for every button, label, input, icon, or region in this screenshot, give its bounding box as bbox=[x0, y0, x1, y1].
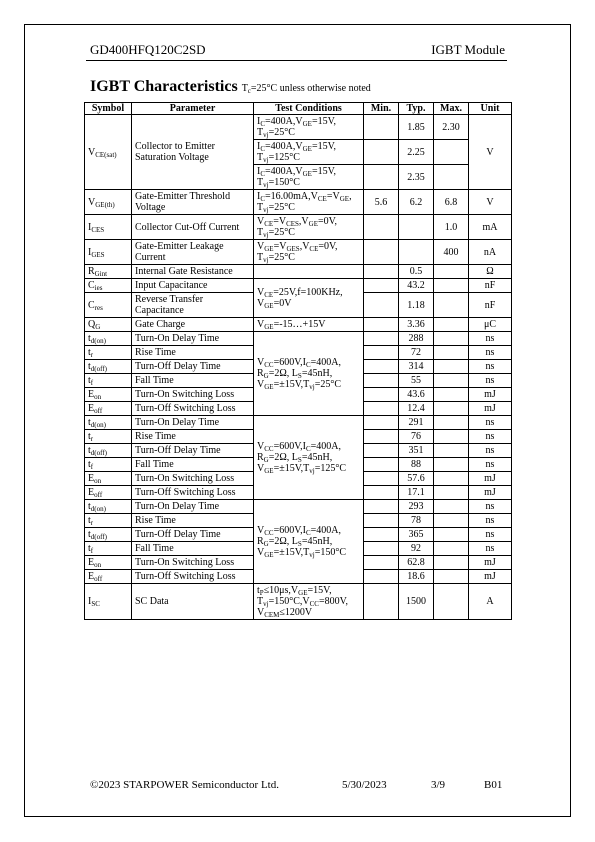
unit-qg: μC bbox=[469, 318, 512, 332]
typ-eoff: 17.1 bbox=[399, 486, 434, 500]
unit-td-on: ns bbox=[469, 332, 512, 346]
min-cell bbox=[364, 240, 399, 265]
param-tr: Rise Time bbox=[132, 346, 254, 360]
max-vgeth: 6.8 bbox=[434, 190, 469, 215]
symbol-tr: $t_r$ bbox=[85, 514, 132, 528]
min-cell bbox=[364, 486, 399, 500]
table-row bbox=[85, 265, 512, 279]
symbol-eon: $E_{on}$ bbox=[85, 388, 132, 402]
typ-eon: 57.6 bbox=[399, 472, 434, 486]
typ-td-on: 293 bbox=[399, 500, 434, 514]
unit-tf: ns bbox=[469, 374, 512, 388]
min-cell bbox=[364, 265, 399, 279]
unit-eon: mJ bbox=[469, 556, 512, 570]
typ-cell bbox=[399, 240, 434, 265]
col-min: Min. bbox=[364, 103, 399, 115]
unit-tf: ns bbox=[469, 458, 512, 472]
unit-tf: ns bbox=[469, 542, 512, 556]
cond-switching-2: $V_{CC}=600V,I_C=400A$, $R_G=2\Omega$, $L_S=45nH$, $V_{GE}=\pm 15V,T_{vj}=150^\circ C$ bbox=[254, 500, 364, 584]
unit-cies: nF bbox=[469, 279, 512, 293]
typ-tr: 76 bbox=[399, 430, 434, 444]
max-cell bbox=[434, 514, 469, 528]
min-cell bbox=[364, 556, 399, 570]
param-tf: Fall Time bbox=[132, 542, 254, 556]
typ-tf: 92 bbox=[399, 542, 434, 556]
typ-td-on: 288 bbox=[399, 332, 434, 346]
symbol-eoff: $E_{off}$ bbox=[85, 402, 132, 416]
symbol-isc: $I_{SC}$ bbox=[85, 584, 132, 620]
min-cell bbox=[364, 388, 399, 402]
symbol-tf: $t_f$ bbox=[85, 374, 132, 388]
symbol-vgeth: $V_{GE(th)}$ bbox=[85, 190, 132, 215]
table-row bbox=[85, 500, 512, 514]
cond-qg: $V_{GE}=-15\dots+15V$ bbox=[254, 318, 364, 332]
col-max: Max. bbox=[434, 103, 469, 115]
cond-vcesat-25: $I_C=400A,V_{GE}=15V$, $T_{vj}=25^\circ C$ bbox=[254, 115, 364, 140]
symbol-td-off: $t_{d(off)}$ bbox=[85, 528, 132, 542]
max-cell bbox=[434, 265, 469, 279]
param-td-off: Turn-Off Delay Time bbox=[132, 528, 254, 542]
unit-vcesat: V bbox=[469, 115, 512, 190]
unit-eoff: mJ bbox=[469, 486, 512, 500]
symbol-td-off: $t_{d(off)}$ bbox=[85, 360, 132, 374]
param-tf: Fall Time bbox=[132, 458, 254, 472]
symbol-rgint: $R_{Gint}$ bbox=[85, 265, 132, 279]
param-cies: Input Capacitance bbox=[132, 279, 254, 293]
min-cell bbox=[364, 458, 399, 472]
min-cell bbox=[364, 584, 399, 620]
param-vgeth: Gate-Emitter Threshold Voltage bbox=[132, 190, 254, 215]
min-cell bbox=[364, 542, 399, 556]
unit-td-off: ns bbox=[469, 528, 512, 542]
typ-cell bbox=[399, 215, 434, 240]
min-cell bbox=[364, 430, 399, 444]
symbol-ices: $I_{CES}$ bbox=[85, 215, 132, 240]
param-tr: Rise Time bbox=[132, 514, 254, 528]
param-td-off: Turn-Off Delay Time bbox=[132, 444, 254, 458]
typ-vcesat-150: 2.35 bbox=[399, 165, 434, 190]
section-title bbox=[90, 78, 371, 96]
min-cell bbox=[364, 500, 399, 514]
symbol-vcesat: $V_{CE(sat)}$ bbox=[85, 115, 132, 190]
param-qg: Gate Charge bbox=[132, 318, 254, 332]
table-row bbox=[85, 416, 512, 430]
footer-copyright: ©2023 STARPOWER Semiconductor Ltd. bbox=[90, 779, 279, 791]
max-cell bbox=[434, 346, 469, 360]
typ-td-on: 291 bbox=[399, 416, 434, 430]
max-cell bbox=[434, 444, 469, 458]
min-vgeth: 5.6 bbox=[364, 190, 399, 215]
unit-rgint: Ω bbox=[469, 265, 512, 279]
symbol-tf: $t_f$ bbox=[85, 458, 132, 472]
typ-tf: 88 bbox=[399, 458, 434, 472]
typ-rgint: 0.5 bbox=[399, 265, 434, 279]
header-rule bbox=[86, 60, 507, 61]
typ-td-off: 351 bbox=[399, 444, 434, 458]
cond-switching-1: $V_{CC}=600V,I_C=400A$, $R_G=2\Omega$, $L_S=45nH$, $V_{GE}=\pm 15V,T_{vj}=125^\circ C$ bbox=[254, 416, 364, 500]
max-cell bbox=[434, 472, 469, 486]
typ-eoff: 12.4 bbox=[399, 402, 434, 416]
param-iges: Gate-Emitter Leakage Current bbox=[132, 240, 254, 265]
symbol-iges: $I_{GES}$ bbox=[85, 240, 132, 265]
cond-vgeth: $I_C=16.00mA,V_{CE}=V_{GE}$, $T_{vj}=25^\circ C$ bbox=[254, 190, 364, 215]
unit-iges: nA bbox=[469, 240, 512, 265]
unit-isc: A bbox=[469, 584, 512, 620]
cond-ices: $V_{CE}=V_{CES},V_{GE}=0V$, $T_{vj}=25^\circ C$ bbox=[254, 215, 364, 240]
module-type: IGBT Module bbox=[431, 42, 505, 57]
max-cell bbox=[434, 318, 469, 332]
max-cell bbox=[434, 374, 469, 388]
table-row bbox=[85, 215, 512, 240]
cond-isc: $t_P\le 10\mu s,V_{GE}=15V$, $T_{vj}=150^\circ C,V_{CC}=800V$, $V_{CEM}\le 1200V$ bbox=[254, 584, 364, 620]
symbol-td-on: $t_{d(on)}$ bbox=[85, 416, 132, 430]
unit-td-on: ns bbox=[469, 416, 512, 430]
min-cell bbox=[364, 416, 399, 430]
cond-switching-0: $V_{CC}=600V,I_C=400A$, $R_G=2\Omega$, $L_S=45nH$, $V_{GE}=\pm 15V,T_{vj}=25^\circ C$ bbox=[254, 332, 364, 416]
min-cell bbox=[364, 374, 399, 388]
max-cell bbox=[434, 360, 469, 374]
unit-eon: mJ bbox=[469, 472, 512, 486]
typ-isc: 1500 bbox=[399, 584, 434, 620]
param-eon: Turn-On Switching Loss bbox=[132, 388, 254, 402]
max-iges: 400 bbox=[434, 240, 469, 265]
typ-tf: 55 bbox=[399, 374, 434, 388]
max-cell bbox=[434, 430, 469, 444]
unit-vgeth: V bbox=[469, 190, 512, 215]
param-td-on: Turn-On Delay Time bbox=[132, 332, 254, 346]
symbol-td-on: $t_{d(on)}$ bbox=[85, 500, 132, 514]
cond-capacitance: $V_{CE}=25V,f=100KHz$, $V_{GE}=0V$ bbox=[254, 279, 364, 318]
min-cell bbox=[364, 165, 399, 190]
table-row bbox=[85, 190, 512, 215]
cond-cell bbox=[254, 265, 364, 279]
part-number: GD400HFQ120C2SD bbox=[90, 42, 206, 57]
max-cell bbox=[434, 402, 469, 416]
min-cell bbox=[364, 318, 399, 332]
table-row bbox=[85, 584, 512, 620]
unit-ices: mA bbox=[469, 215, 512, 240]
min-cell bbox=[364, 215, 399, 240]
typ-vcesat-125: 2.25 bbox=[399, 140, 434, 165]
param-td-on: Turn-On Delay Time bbox=[132, 500, 254, 514]
unit-eoff: mJ bbox=[469, 570, 512, 584]
col-typ: Typ. bbox=[399, 103, 434, 115]
symbol-cres: $C_{res}$ bbox=[85, 293, 132, 318]
param-eoff: Turn-Off Switching Loss bbox=[132, 402, 254, 416]
max-cell bbox=[434, 528, 469, 542]
typ-vgeth: 6.2 bbox=[399, 190, 434, 215]
unit-eoff: mJ bbox=[469, 402, 512, 416]
typ-cies: 43.2 bbox=[399, 279, 434, 293]
max-cell bbox=[434, 458, 469, 472]
symbol-qg: $Q_G$ bbox=[85, 318, 132, 332]
max-cell bbox=[434, 279, 469, 293]
symbol-cies: $C_{ies}$ bbox=[85, 279, 132, 293]
table-header-row bbox=[85, 103, 512, 115]
symbol-eon: $E_{on}$ bbox=[85, 472, 132, 486]
cond-vcesat-150: $I_C=400A,V_{GE}=15V$, $T_{vj}=150^\circ C$ bbox=[254, 165, 364, 190]
table-row bbox=[85, 115, 512, 140]
max-cell bbox=[434, 570, 469, 584]
col-parameter: Parameter bbox=[132, 103, 254, 115]
unit-tr: ns bbox=[469, 430, 512, 444]
symbol-tr: $t_r$ bbox=[85, 346, 132, 360]
max-cell bbox=[434, 293, 469, 318]
param-rgint: Internal Gate Resistance bbox=[132, 265, 254, 279]
unit-td-off: ns bbox=[469, 444, 512, 458]
min-cell bbox=[364, 570, 399, 584]
symbol-tf: $t_f$ bbox=[85, 542, 132, 556]
param-td-on: Turn-On Delay Time bbox=[132, 416, 254, 430]
max-cell bbox=[434, 542, 469, 556]
param-eon: Turn-On Switching Loss bbox=[132, 472, 254, 486]
param-vcesat: Collector to Emitter Saturation Voltage bbox=[132, 115, 254, 190]
typ-td-off: 365 bbox=[399, 528, 434, 542]
symbol-eoff: $E_{off}$ bbox=[85, 486, 132, 500]
unit-tr: ns bbox=[469, 514, 512, 528]
unit-eon: mJ bbox=[469, 388, 512, 402]
min-cell bbox=[364, 444, 399, 458]
min-cell bbox=[364, 293, 399, 318]
max-cell bbox=[434, 500, 469, 514]
col-symbol: Symbol bbox=[85, 103, 132, 115]
cond-vcesat-125: $I_C=400A,V_{GE}=15V$, $T_{vj}=125^\circ C$ bbox=[254, 140, 364, 165]
table-row bbox=[85, 318, 512, 332]
max-cell bbox=[434, 140, 469, 165]
param-eoff: Turn-Off Switching Loss bbox=[132, 570, 254, 584]
max-cell bbox=[434, 584, 469, 620]
symbol-tr: $t_r$ bbox=[85, 430, 132, 444]
symbol-eon: $E_{on}$ bbox=[85, 556, 132, 570]
col-test-conditions: Test Conditions bbox=[254, 103, 364, 115]
igbt-characteristics-table bbox=[84, 102, 512, 620]
max-cell bbox=[434, 416, 469, 430]
min-cell bbox=[364, 332, 399, 346]
max-cell bbox=[434, 486, 469, 500]
symbol-td-on: $t_{d(on)}$ bbox=[85, 332, 132, 346]
table-row bbox=[85, 240, 512, 265]
param-eoff: Turn-Off Switching Loss bbox=[132, 486, 254, 500]
min-cell bbox=[364, 140, 399, 165]
footer-version: B01 bbox=[484, 779, 503, 791]
min-cell bbox=[364, 402, 399, 416]
unit-cres: nF bbox=[469, 293, 512, 318]
typ-eon: 62.8 bbox=[399, 556, 434, 570]
min-cell bbox=[364, 346, 399, 360]
min-cell bbox=[364, 472, 399, 486]
param-isc: SC Data bbox=[132, 584, 254, 620]
unit-td-off: ns bbox=[469, 360, 512, 374]
min-cell bbox=[364, 360, 399, 374]
typ-eon: 43.6 bbox=[399, 388, 434, 402]
typ-tr: 72 bbox=[399, 346, 434, 360]
typ-tr: 78 bbox=[399, 514, 434, 528]
max-cell bbox=[434, 165, 469, 190]
param-tr: Rise Time bbox=[132, 430, 254, 444]
param-ices: Collector Cut-Off Current bbox=[132, 215, 254, 240]
typ-eoff: 18.6 bbox=[399, 570, 434, 584]
min-cell bbox=[364, 115, 399, 140]
typ-qg: 3.36 bbox=[399, 318, 434, 332]
cond-iges: $V_{GE}=V_{GES},V_{CE}=0V$, $T_{vj}=25^\circ C$ bbox=[254, 240, 364, 265]
typ-vcesat-25: 1.85 bbox=[399, 115, 434, 140]
typ-cres: 1.18 bbox=[399, 293, 434, 318]
param-eon: Turn-On Switching Loss bbox=[132, 556, 254, 570]
symbol-eoff: $E_{off}$ bbox=[85, 570, 132, 584]
max-cell bbox=[434, 556, 469, 570]
max-vcesat-25: 2.30 bbox=[434, 115, 469, 140]
param-tf: Fall Time bbox=[132, 374, 254, 388]
min-cell bbox=[364, 514, 399, 528]
max-cell bbox=[434, 332, 469, 346]
footer-date: 5/30/2023 bbox=[342, 779, 387, 791]
param-td-off: Turn-Off Delay Time bbox=[132, 360, 254, 374]
table-row bbox=[85, 332, 512, 346]
min-cell bbox=[364, 279, 399, 293]
col-unit: Unit bbox=[469, 103, 512, 115]
table-row bbox=[85, 279, 512, 293]
max-cell bbox=[434, 388, 469, 402]
typ-td-off: 314 bbox=[399, 360, 434, 374]
section-title-text: IGBT Characteristics bbox=[90, 78, 238, 95]
unit-tr: ns bbox=[469, 346, 512, 360]
param-cres: Reverse Transfer Capacitance bbox=[132, 293, 254, 318]
max-ices: 1.0 bbox=[434, 215, 469, 240]
footer-page: 3/9 bbox=[431, 779, 446, 791]
section-condition: $T_c=25^\circ C$ unless otherwise noted bbox=[241, 83, 371, 95]
unit-td-on: ns bbox=[469, 500, 512, 514]
symbol-td-off: $t_{d(off)}$ bbox=[85, 444, 132, 458]
min-cell bbox=[364, 528, 399, 542]
